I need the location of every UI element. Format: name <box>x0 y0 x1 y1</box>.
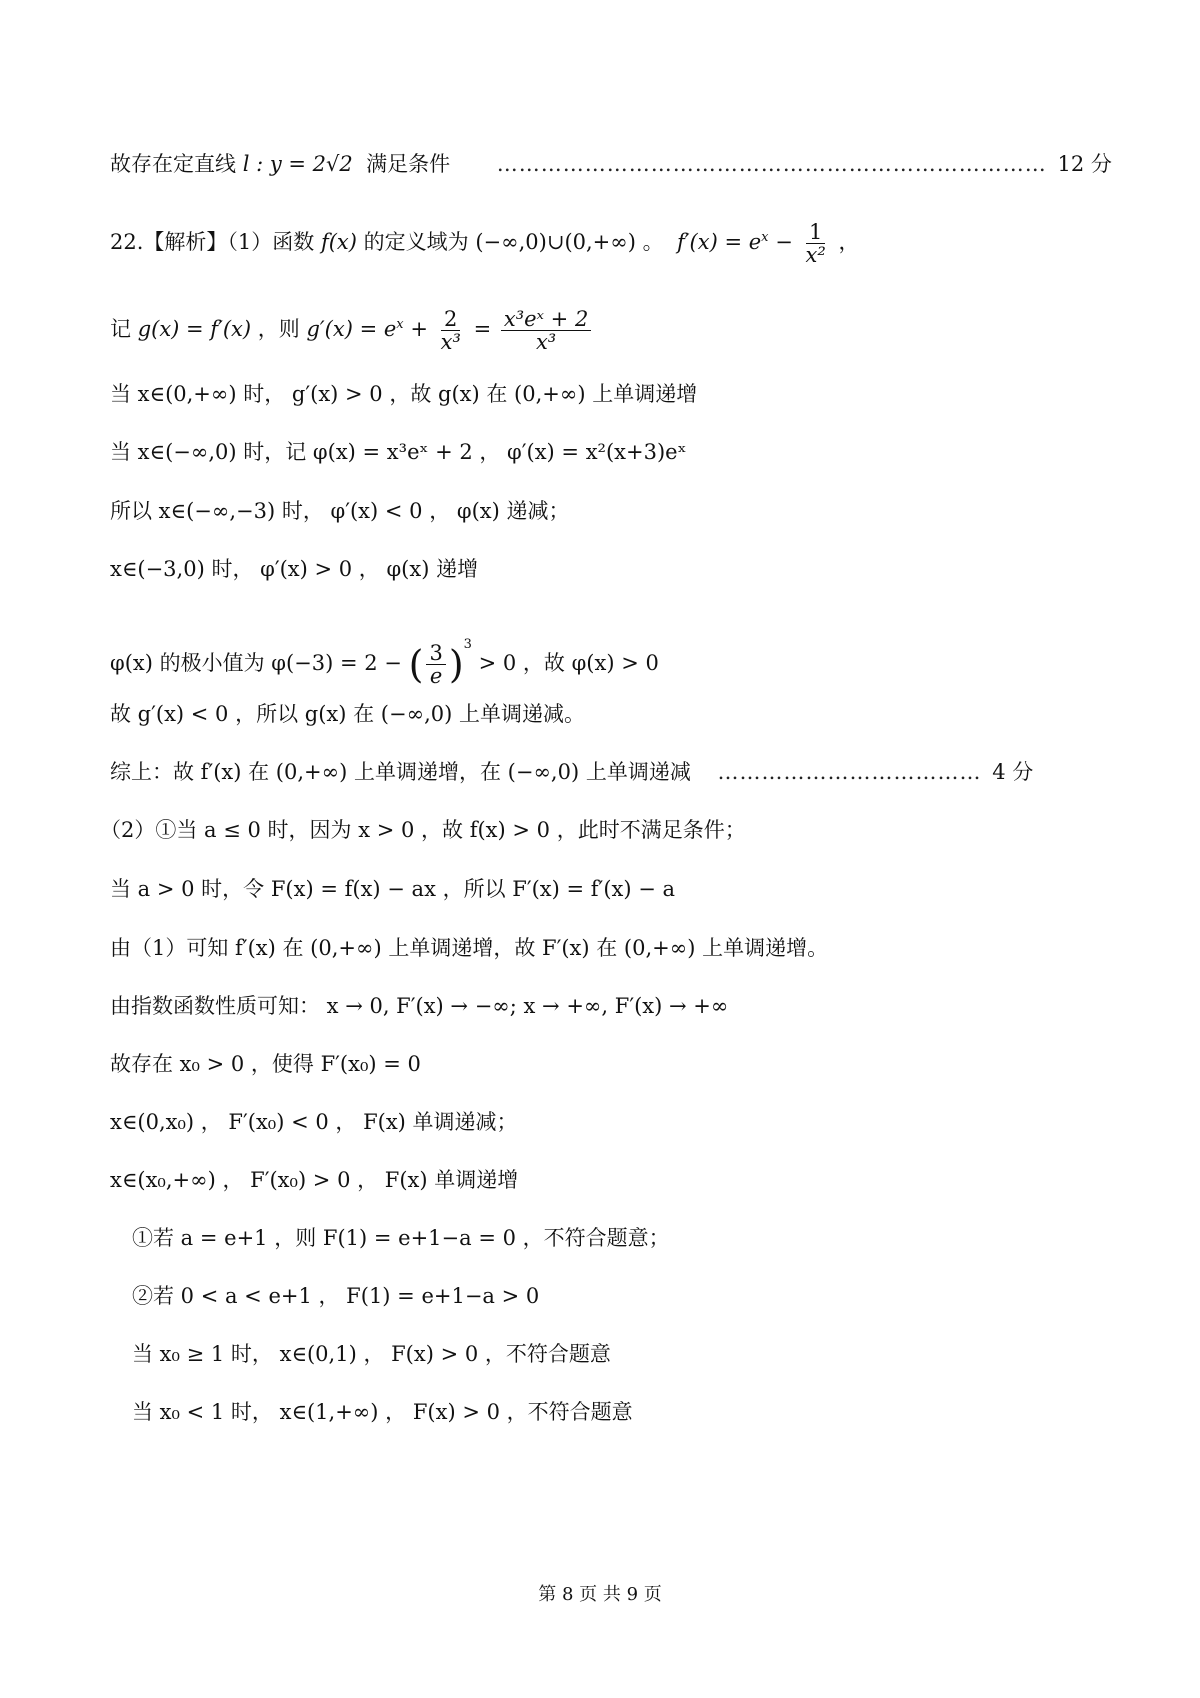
dot-leader: ……………………………… <box>717 760 982 784</box>
text: 满足条件 <box>366 152 451 176</box>
text: 的定义域为 <box>363 230 469 254</box>
text: ，则 <box>257 317 300 341</box>
text: 故存在定直线 <box>110 152 236 176</box>
math-fx: f(x) <box>320 230 357 254</box>
fraction-numerator: 1 <box>806 221 825 244</box>
text: φ(x) 的极小值为 φ(−3) = 2 − <box>110 651 402 675</box>
line-17: x∈(x₀,+∞) ， F′(x₀) > 0 ， F(x) 单调递增 <box>110 1168 519 1192</box>
line-08-phi-min <box>110 612 1090 698</box>
line-10-summary <box>110 752 1090 792</box>
line-07: x∈(−3,0) 时， φ′(x) > 0 ， φ(x) 递增 <box>110 557 479 581</box>
text: 。 <box>642 230 664 254</box>
question-heading: 22.【解析】（1）函数 <box>110 230 315 254</box>
math-sup: x <box>396 317 404 332</box>
math-g-def: g(x) = f′(x) <box>137 317 252 341</box>
score-label: 12 分 <box>1057 152 1112 176</box>
math-sup: 3 <box>463 637 472 652</box>
line-16: x∈(0,x₀) ， F′(x₀) < 0 ， F(x) 单调递减； <box>110 1110 518 1134</box>
dot-leader: ………………………………………………………………… <box>496 152 1047 176</box>
fraction <box>501 308 591 353</box>
fraction-denominator: x³ <box>440 330 461 354</box>
line-06: 所以 x∈(−∞,−3) 时， φ′(x) < 0 ， φ(x) 递减； <box>110 499 570 523</box>
line-19: ②若 0 < a < e+1 ， F(1) = e+1−a > 0 <box>132 1284 540 1308</box>
line-13: 由（1）可知 f′(x) 在 (0,+∞) 上单调递增，故 F′(x) 在 (0,+∞) 上单调递增。 <box>110 936 829 960</box>
line-20: 当 x₀ ≥ 1 时， x∈(0,1) ， F(x) > 0 ，不符合题意 <box>132 1342 611 1366</box>
fraction <box>426 642 445 687</box>
text: 综上：故 f′(x) 在 (0,+∞) 上单调递增，在 (−∞,0) 上单调递减 <box>110 760 691 784</box>
math-sup: x <box>761 230 769 245</box>
math-derivative: f′(x) = e <box>677 230 762 254</box>
line-15: 故存在 x₀ > 0 ，使得 F′(x₀) = 0 <box>110 1052 421 1076</box>
score-label: 4 分 <box>992 760 1034 784</box>
math-domain: (−∞,0)∪(0,+∞) <box>475 230 636 254</box>
line-05: 当 x∈(−∞,0) 时，记 φ(x) = x³eˣ + 2 ， φ′(x) = x²(x+3)eˣ <box>110 440 687 464</box>
fraction-numerator: 2 <box>441 308 460 331</box>
fraction <box>438 308 464 353</box>
math-op: − <box>775 230 793 254</box>
fraction-denominator: e <box>429 664 443 688</box>
paren-right: ) <box>448 642 464 687</box>
line-conclusion-fixed-line <box>110 144 1112 184</box>
line-14: 由指数函数性质可知： x → 0, F′(x) → −∞; x → +∞, F′(x) → +∞ <box>110 994 729 1018</box>
fraction-denominator: x³ <box>535 330 557 354</box>
line-12: 当 a > 0 时，令 F(x) = f(x) − ax ，所以 F′(x) = f′(x) − a <box>110 877 676 901</box>
line-18: ①若 a = e+1 ，则 F(1) = e+1−a = 0 ，不符合题意； <box>132 1226 670 1250</box>
math-op: + <box>410 317 428 341</box>
page-footer: 第 8 页 共 9 页 <box>538 1584 662 1605</box>
fraction-numerator: 3 <box>426 642 445 665</box>
fraction-denominator: x² <box>805 243 826 267</box>
line-define-g <box>110 296 1090 358</box>
math-op: = <box>473 317 492 341</box>
fraction <box>803 221 829 266</box>
line-11: （2）①当 a ≤ 0 时，因为 x > 0 ，故 f(x) > 0 ，此时不满足条件； <box>100 818 746 842</box>
line-09: 故 g′(x) < 0 ，所以 g(x) 在 (−∞,0) 上单调递减。 <box>110 702 585 726</box>
text: 记 <box>110 317 131 341</box>
text: ， <box>838 230 860 254</box>
fraction-numerator: x³eˣ + 2 <box>501 308 591 331</box>
line-04: 当 x∈(0,+∞) 时， g′(x) > 0 ，故 g(x) 在 (0,+∞) 上单调递增 <box>110 382 698 406</box>
text: > 0 ，故 φ(x) > 0 <box>478 651 659 675</box>
math-g-prime: g′(x) = e <box>306 317 397 341</box>
line-q22-domain <box>110 212 1090 268</box>
paren-left: ( <box>408 642 424 687</box>
line-21: 当 x₀ < 1 时， x∈(1,+∞) ， F(x) > 0 ，不符合题意 <box>132 1400 633 1424</box>
math-line-l: l : y = 2√2 <box>242 152 353 176</box>
